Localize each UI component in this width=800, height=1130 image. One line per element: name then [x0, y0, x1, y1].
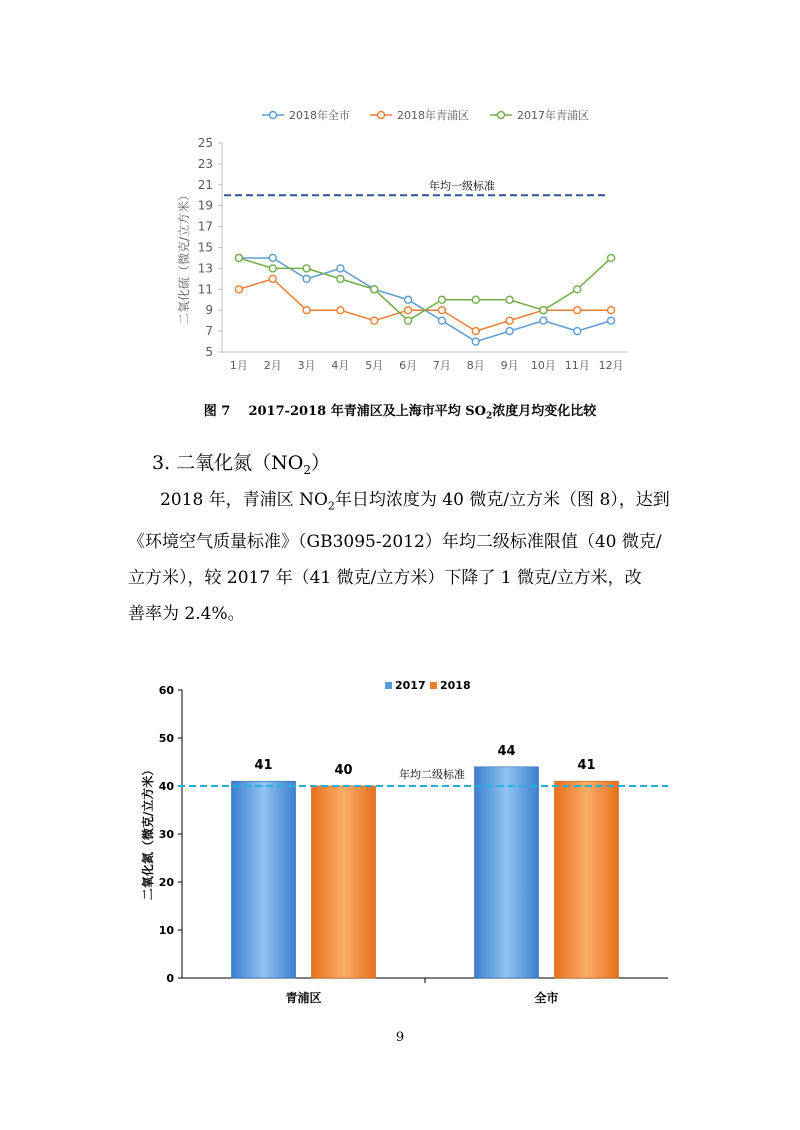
chart2-data-label: 40 [334, 763, 353, 778]
chart1-data-point [371, 286, 378, 293]
chart1-data-point [438, 296, 445, 303]
chart1-ticks [198, 136, 624, 372]
chart2-y-tick-label: 0 [166, 972, 174, 985]
body-paragraph [128, 482, 688, 632]
section-heading-no2 [152, 448, 330, 477]
chart2-y-tick-label: 60 [158, 684, 174, 697]
line1-before: 2018 年，青浦区 NO [160, 490, 328, 510]
chart1-y-tick-label: 15 [197, 240, 213, 255]
chart1-y-tick-label: 5 [205, 345, 213, 359]
chart1-data-point [337, 265, 344, 272]
chart1-y-tick-label: 7 [205, 324, 213, 339]
chart1-data-point [472, 296, 479, 303]
chart1-data-point [337, 307, 344, 314]
chart1-y-tick-label: 9 [205, 303, 213, 318]
chart1-data-point [303, 275, 310, 282]
chart1-x-tick-label: 9月 [500, 359, 519, 372]
chart1-data-point [608, 317, 615, 324]
chart1-axes [222, 143, 628, 352]
chart1-legend-marker [378, 112, 385, 119]
page-number: 9 [395, 1030, 405, 1045]
chart1-x-tick-label: 12月 [598, 359, 624, 372]
chart1-legend-marker [498, 112, 505, 119]
chart1-x-tick-label: 3月 [297, 359, 316, 372]
chart1-data-point [235, 286, 242, 293]
chart1-data-point [303, 265, 310, 272]
line1-subscript: 2 [327, 499, 335, 513]
chart2-legend [385, 679, 471, 692]
chart1-data-point [574, 328, 581, 335]
chart1-data-point [574, 286, 581, 293]
caption-text-before: 2017-2018 年青浦区及上海市平均 SO [248, 404, 486, 419]
chart1-data-point [506, 296, 513, 303]
chart1-series [235, 254, 614, 345]
chart1-data-point [438, 317, 445, 324]
chart1-x-tick-label: 7月 [432, 359, 451, 372]
chart1-data-point [574, 307, 581, 314]
chart1-legend [262, 108, 589, 122]
chart1-x-tick-label: 6月 [399, 359, 418, 372]
paragraph-line-4: 善率为 2.4%。 [128, 604, 245, 625]
chart2-annotation: 年均二级标准 [399, 768, 465, 781]
chart1-series-line [239, 279, 611, 331]
chart2-y-tick-label: 10 [158, 924, 174, 937]
caption-text-after: 浓度月均变化比较 [492, 404, 597, 419]
chart2-x-tick-label: 青浦区 [285, 991, 322, 1005]
chart1-data-point [235, 254, 242, 261]
chart1-data-point [371, 317, 378, 324]
caption-subscript: 2 [485, 411, 493, 422]
chart1-x-tick-label: 1月 [229, 359, 248, 372]
chart1-legend-marker [270, 112, 277, 119]
chart2-data-label: 41 [254, 758, 273, 774]
chart1-y-tick-label: 13 [197, 261, 213, 276]
chart2-bar [475, 767, 539, 978]
chart2-legend-swatch [430, 682, 437, 689]
chart1-data-point [405, 307, 412, 314]
chart2-data-label: 44 [497, 743, 516, 759]
chart1-data-point [608, 254, 615, 261]
figure-number: 图 7 [203, 404, 231, 419]
chart1-data-point [269, 275, 276, 282]
chart1-legend-label: 2017年青浦区 [517, 109, 589, 122]
chart1-y-axis-label: 二氧化硫（微克/立方米） [177, 188, 191, 326]
chart1-legend-label: 2018年全市 [289, 109, 350, 122]
heading-text-before: 3. 二氧化氮（NO [152, 452, 304, 474]
chart2-x-tick-label: 全市 [534, 991, 559, 1005]
chart1-series-line [239, 258, 611, 321]
chart2-legend-label: 2017 [395, 679, 426, 692]
chart2-legend-swatch [385, 682, 392, 689]
chart1-data-point [540, 317, 547, 324]
chart2-legend-label: 2018 [440, 679, 471, 692]
chart1-y-tick-label: 25 [197, 136, 213, 150]
chart2-y-tick-label: 30 [158, 828, 174, 841]
chart1-data-point [405, 296, 412, 303]
chart1-y-tick-label: 17 [197, 219, 213, 234]
chart2-bar [555, 781, 619, 978]
chart2-bar [312, 786, 376, 978]
chart1-data-point [506, 328, 513, 335]
chart1-x-tick-label: 10月 [530, 359, 556, 372]
chart1-x-tick-label: 8月 [466, 359, 485, 372]
chart1-data-point [303, 307, 310, 314]
no2-bar-chart [0, 670, 800, 1010]
chart2-bar [232, 781, 296, 978]
paragraph-line-1 [128, 482, 688, 524]
chart1-data-point [608, 307, 615, 314]
chart2-y-tick-label: 40 [158, 780, 174, 793]
chart1-x-tick-label: 11月 [564, 359, 590, 372]
chart1-data-point [506, 317, 513, 324]
chart1-data-point [438, 307, 445, 314]
chart2-y-tick-label: 50 [158, 732, 174, 745]
chart1-data-point [472, 338, 479, 345]
chart1-annotation: 年均一级标准 [429, 179, 495, 193]
chart1-data-point [269, 254, 276, 261]
chart1-data-point [269, 265, 276, 272]
paragraph-line-2: 《环境空气质量标准》（GB3095-2012）年均二级标准限值（40 微克/ [128, 532, 662, 553]
chart1-data-point [472, 328, 479, 335]
figure-7-caption [0, 400, 800, 422]
paragraph-line-3: 立方米），较 2017 年（41 微克/立方米）下降了 1 微克/立方米，改 [128, 568, 642, 589]
chart2-data-label: 41 [577, 758, 596, 774]
chart1-y-tick-label: 19 [197, 198, 213, 213]
chart2-y-tick-label: 20 [158, 876, 174, 889]
chart1-x-tick-label: 4月 [331, 359, 350, 372]
chart1-legend-label: 2018年青浦区 [397, 109, 469, 122]
chart2-y-axis-label: 二氧化氮（微克/立方米） [141, 763, 155, 901]
chart1-x-tick-label: 5月 [365, 359, 384, 372]
chart1-y-tick-label: 23 [197, 156, 213, 171]
chart1-y-tick-label: 21 [197, 177, 213, 192]
heading-subscript: 2 [303, 462, 312, 477]
chart1-data-point [337, 275, 344, 282]
chart1-data-point [540, 307, 547, 314]
chart1-y-tick-label: 11 [197, 282, 213, 297]
chart1-x-tick-label: 2月 [263, 359, 282, 372]
line1-after: 年日均浓度为 40 微克/立方米（图 8），达到 [334, 490, 670, 510]
chart1-data-point [405, 317, 412, 324]
heading-text-after: ） [311, 452, 331, 474]
so2-line-chart [0, 95, 800, 380]
